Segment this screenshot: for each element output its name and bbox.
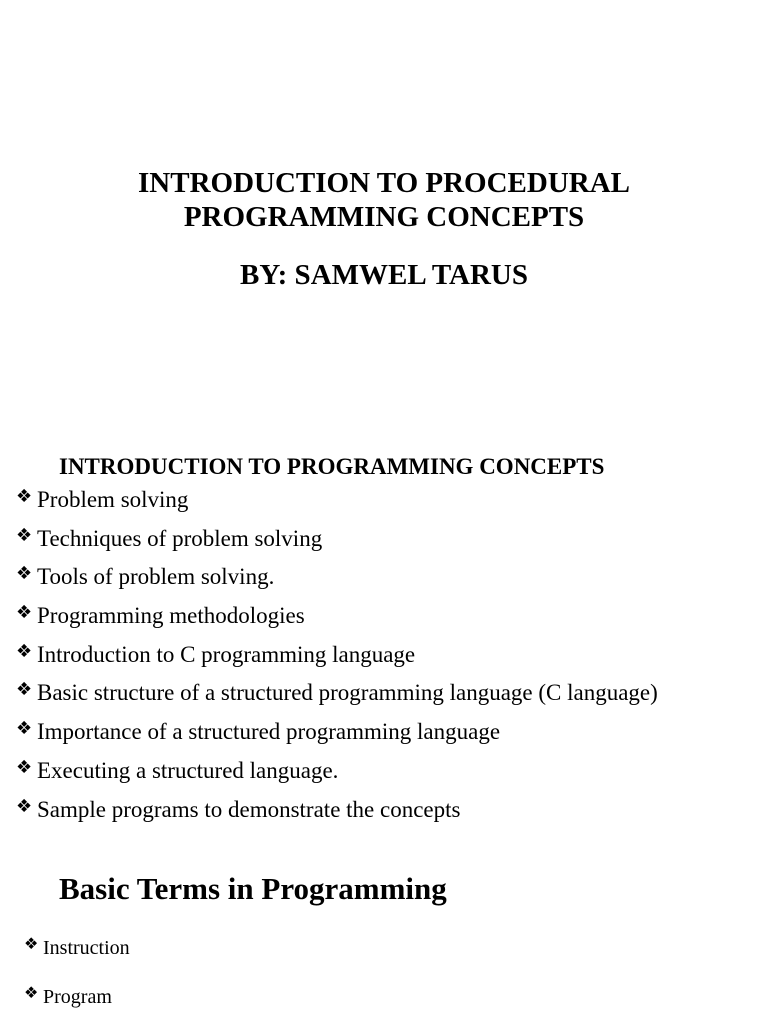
diamond-bullet-icon: ❖ xyxy=(16,640,33,662)
list-item xyxy=(16,716,658,755)
list-item-text: Introduction to C programming language xyxy=(37,641,416,667)
list-item-text: Techniques of problem solving xyxy=(37,525,323,551)
diamond-bullet-icon: ❖ xyxy=(16,563,33,585)
list-item xyxy=(16,794,658,833)
diamond-bullet-icon: ❖ xyxy=(16,486,33,507)
document-title xyxy=(0,166,768,234)
diamond-bullet-icon: ❖ xyxy=(16,718,33,740)
diamond-bullet-icon: ❖ xyxy=(16,756,33,778)
list-item-text: Executing a structured language. xyxy=(37,757,339,783)
diamond-bullet-icon: ❖ xyxy=(24,983,39,1002)
list-item xyxy=(16,600,658,639)
list-item xyxy=(24,934,130,983)
list-item-text: Programming methodologies xyxy=(37,603,305,629)
list-item xyxy=(16,755,658,794)
author-line: BY: SAMWEL TARUS xyxy=(240,259,528,291)
list-item xyxy=(16,677,658,716)
list-item-text: Sample programs to demonstrate the concepts xyxy=(37,796,461,822)
diamond-bullet-icon: ❖ xyxy=(16,602,33,624)
list-item xyxy=(16,561,658,600)
section-heading: INTRODUCTION TO PROGRAMMING CONCEPTS xyxy=(59,454,605,479)
diamond-bullet-icon: ❖ xyxy=(24,934,39,953)
list-item xyxy=(16,484,658,523)
title-line-2: PROGRAMMING CONCEPTS xyxy=(183,201,585,233)
topic-list xyxy=(16,484,658,832)
list-item xyxy=(16,523,658,562)
list-item-text: Program xyxy=(43,986,112,1008)
list-item xyxy=(24,983,130,1032)
title-line-1: INTRODUCTION TO PROCEDURAL xyxy=(138,167,630,199)
diamond-bullet-icon: ❖ xyxy=(16,524,33,546)
list-item-text: Instruction xyxy=(43,937,130,959)
list-item xyxy=(16,639,658,678)
list-item-text: Tools of problem solving. xyxy=(37,564,275,590)
diamond-bullet-icon: ❖ xyxy=(16,795,33,817)
list-item-text: Importance of a structured programming language xyxy=(37,719,501,745)
basic-terms-heading: Basic Terms in Programming xyxy=(59,871,447,906)
terms-list xyxy=(24,934,130,1032)
list-item-text: Problem solving xyxy=(37,487,189,512)
diamond-bullet-icon: ❖ xyxy=(16,679,33,701)
list-item-text: Basic structure of a structured programming language (C language) xyxy=(37,680,658,706)
